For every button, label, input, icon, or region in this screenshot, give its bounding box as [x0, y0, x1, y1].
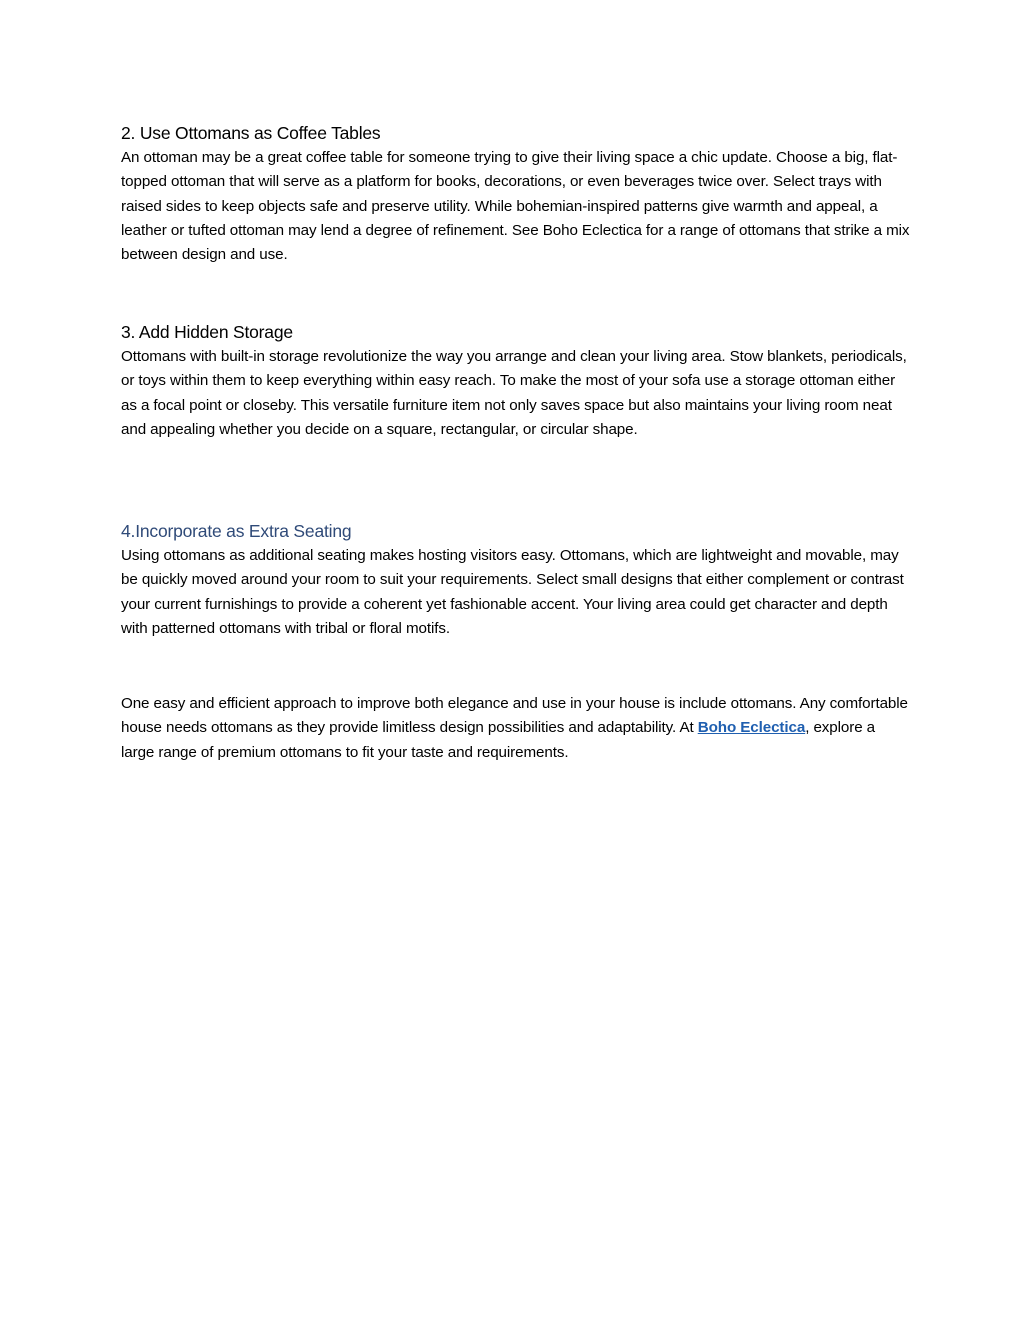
closing-text [121, 692, 911, 765]
section-heading: 4.Incorporate as Extra Seating [121, 521, 352, 541]
section-body: Using ottomans as additional seating makes hosting visitors easy. Ottomans, which are lightweight and movable, may be quickly moved around your room to suit your requirements. Select small designs that either complement or contrast your current furnishings to provide a coherent yet fashionable accent. Your living area could get character and depth with patterned ottomans with tribal or floral motifs. [121, 547, 904, 637]
section-coffee-tables [121, 120, 911, 267]
section-body: An ottoman may be a great coffee table for someone trying to give their living space a chic update. Choose a big, flat-topped ottoman that will serve as a platform for books, decorations, or even beverages twice over. Select trays with raised sides to keep objects safe and preserve utility. While bohemian-inspired patterns give warmth and appeal, a leather or tufted ottoman may lend a degree of refinement. See Boho Eclectica for a range of ottomans that strike a mix between design and use. [121, 149, 910, 264]
section-extra-seating [121, 518, 911, 641]
section-body: Ottomans with built-in storage revolutionize the way you arrange and clean your living area. Stow blankets, periodicals, or toys within them to keep everything within easy reach. To make the most of your sofa use a storage ottoman either as a focal point or closeby. This versatile furniture item not only saves space but also maintains your living room neat and appealing whether you decide on a square, rectangular, or circular shape. [121, 348, 907, 438]
section-hidden-storage [121, 319, 911, 442]
closing-paragraph [121, 692, 911, 765]
closing-text-after-link: , explore a large range of premium ottomans to fit your taste and requirements. [121, 719, 876, 761]
closing-text-before-link: One easy and efficient approach to improve both elegance and use in your house is include ottomans. Any comfortable house needs ottomans as they provide limitless design possibilities and adaptability. At [121, 695, 908, 737]
section-heading: 3. Add Hidden Storage [121, 322, 293, 342]
section-heading: 2. Use Ottomans as Coffee Tables [121, 123, 381, 143]
boho-eclectica-link[interactable]: Boho Eclectica [697, 719, 806, 737]
